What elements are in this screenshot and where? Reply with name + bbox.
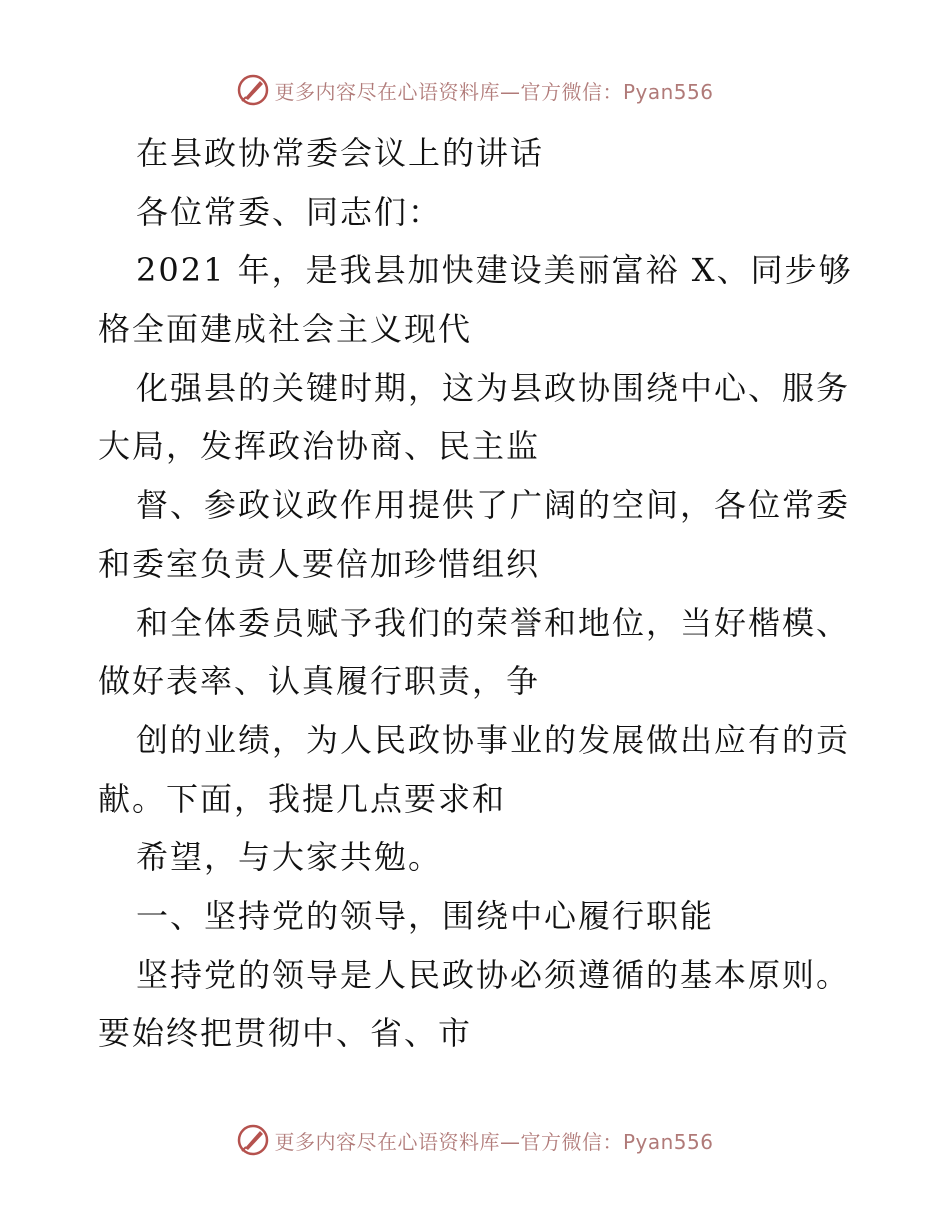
section-heading: 一、坚持党的领导，围绕中心履行职能 — [136, 896, 715, 935]
paragraph-line: 化强县的关键时期，这为县政协围绕中心、服务 — [136, 368, 851, 407]
paragraph-line: 做好表率、认真履行职责，争 — [98, 662, 541, 701]
document-body — [98, 124, 858, 1063]
salutation: 各位常委、同志们： — [136, 192, 443, 231]
paragraph-line: 和委室负责人要倍加珍惜组织 — [98, 544, 541, 583]
paragraph-line: 2021 年，是我县加快建设美丽富裕 X、同步够 — [136, 251, 853, 290]
paragraph-line: 督、参政议政作用提供了广阔的空间，各位常委 — [136, 486, 851, 525]
banner-text: 更多内容尽在心语资料库—官方微信：Pyan556 — [274, 79, 714, 104]
paragraph-line: 创的业绩，为人民政协事业的发展做出应有的贡 — [136, 720, 851, 759]
paragraph-line: 和全体委员赋予我们的荣誉和地位，当好楷模、 — [136, 603, 851, 642]
header-banner — [0, 70, 950, 110]
paragraph-line: 要始终把贯彻中、省、市 — [98, 1014, 473, 1053]
paragraph-line: 希望，与大家共勉。 — [136, 838, 443, 877]
paragraph-line: 坚持党的领导是人民政协必须遵循的基本原则。 — [136, 955, 851, 994]
paragraph-line: 格全面建成社会主义现代 — [98, 310, 473, 349]
paragraph-line: 大局，发挥政治协商、民主监 — [98, 427, 541, 466]
document-title: 在县政协常委会议上的讲话 — [136, 134, 545, 172]
banner-text: 更多内容尽在心语资料库—官方微信：Pyan556 — [274, 1129, 714, 1154]
quill-pen-logo-icon — [236, 1123, 270, 1157]
footer-banner — [0, 1120, 950, 1160]
paragraph-line: 献。下面，我提几点要求和 — [98, 779, 507, 818]
quill-pen-logo-icon — [236, 73, 270, 107]
